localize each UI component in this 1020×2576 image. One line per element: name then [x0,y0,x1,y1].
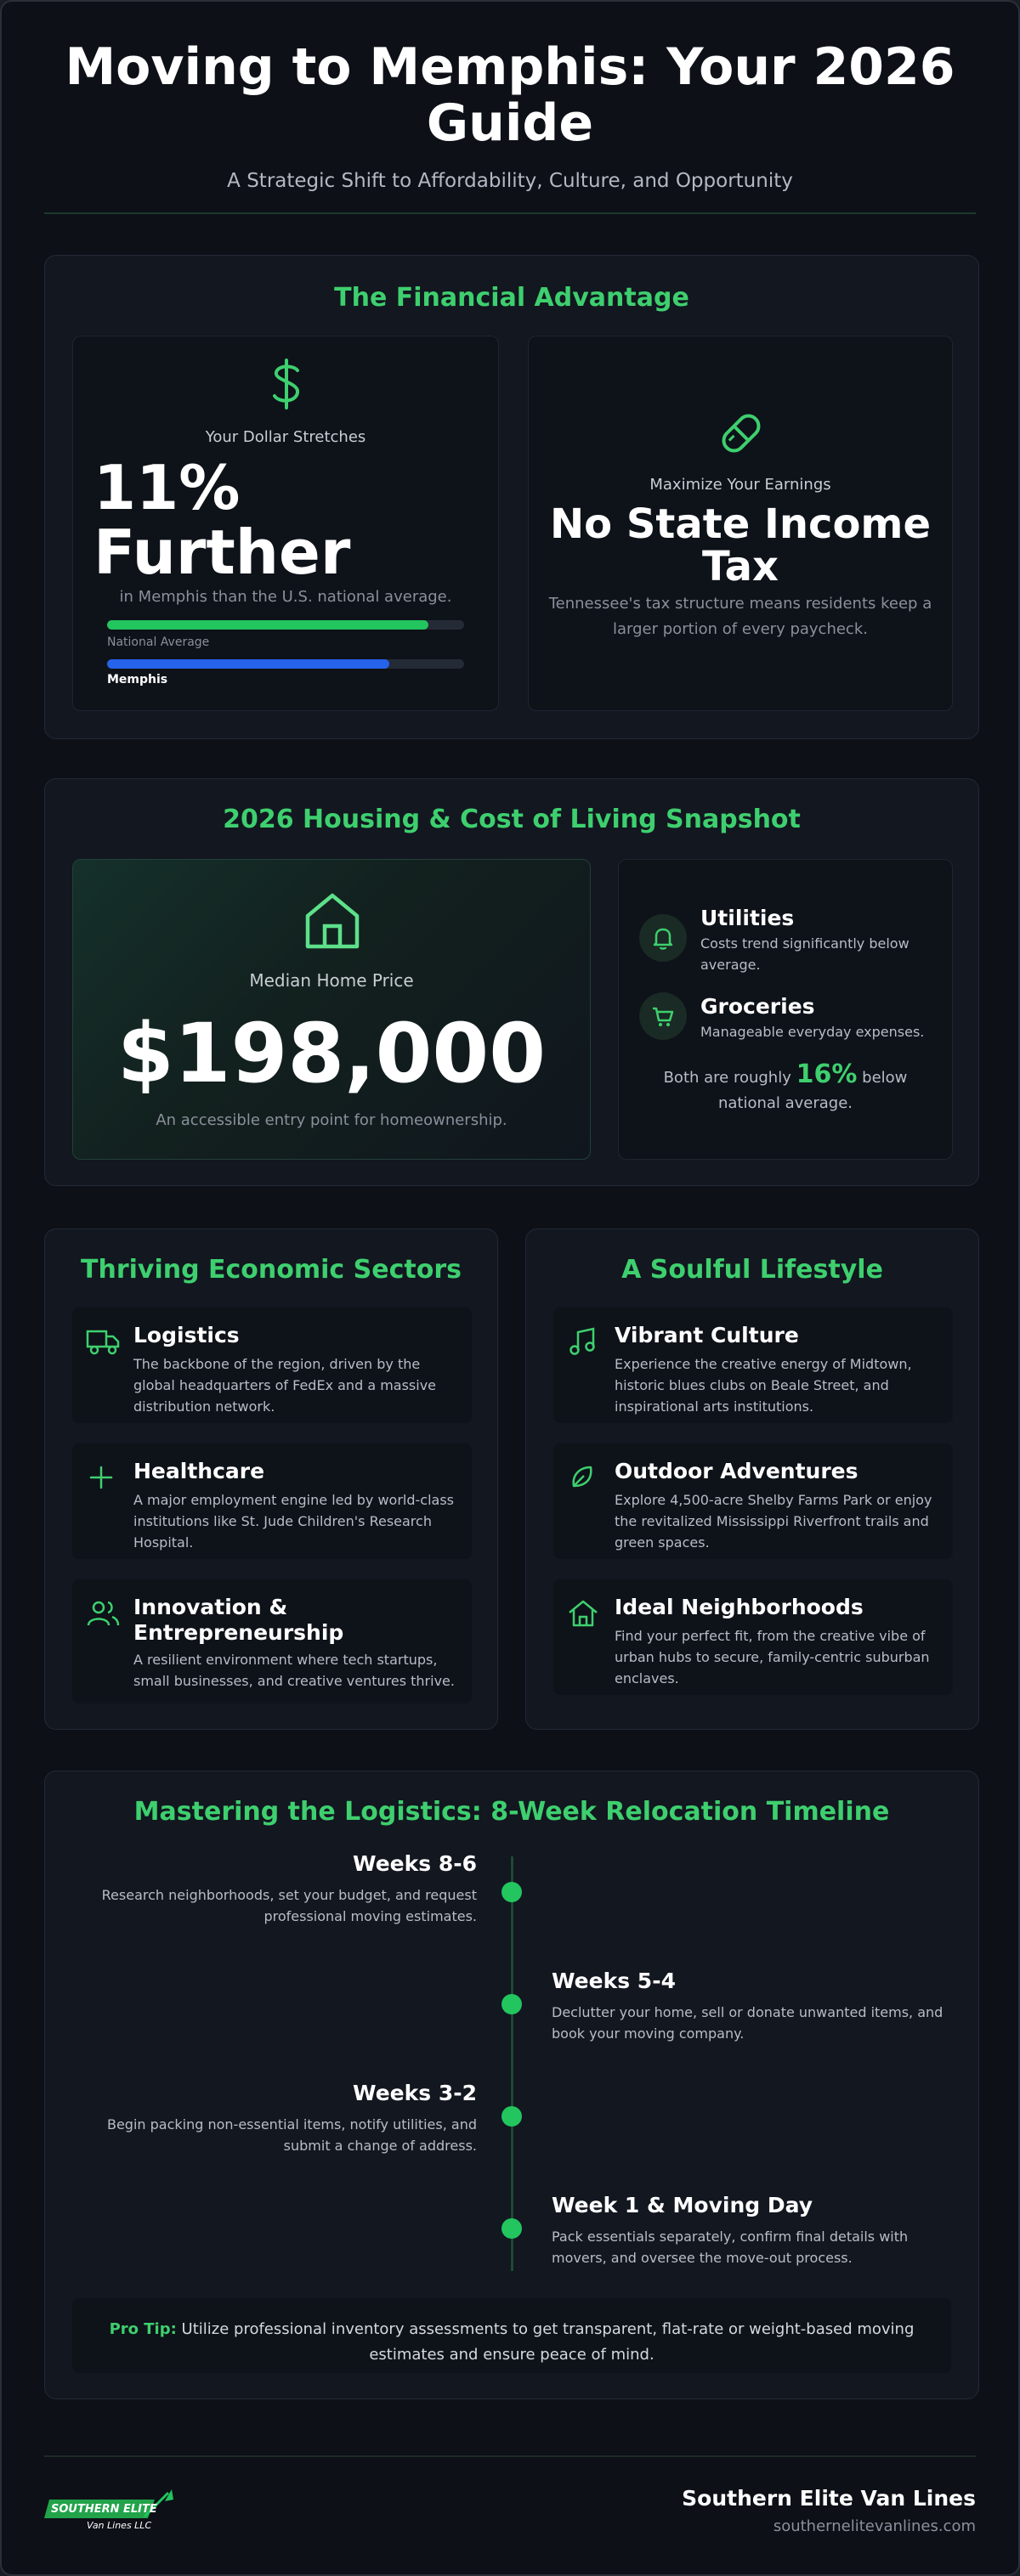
outdoor-text: Explore 4,500-acre Shelby Farms Park or enjoy the revitalized Mississippi Riverfront trails and green spaces. [615,1492,932,1551]
page-title: Moving to Memphis: Your 2026 Guide [65,37,955,153]
step-2-title: Weeks 5-4 [552,1969,676,1993]
home-price-label: Median Home Price [249,970,414,991]
lifestyle-section [525,1229,979,1730]
logo-text: SOUTHERN ELITE [51,2503,157,2516]
dollar-card [72,336,499,711]
tax-label: Maximize Your Earnings [649,476,831,494]
step-1-text: Research neighborhoods, set your budget, and request professional moving estimates. [101,1887,477,1924]
home-price-caption: An accessible entry point for homeownership. [156,1111,507,1129]
plus-icon [86,1462,116,1496]
dollar-big-stat: 11% Further [94,452,351,588]
company-name: Southern Elite Van Lines [682,2486,976,2511]
neighborhoods-title: Ideal Neighborhoods [615,1595,864,1619]
housing-title: 2026 Housing & Cost of Living Snapshot [223,805,801,834]
memphis-label: Memphis [107,673,168,686]
step-4-title: Week 1 & Moving Day [552,2193,813,2217]
pill-icon [714,406,768,460]
timeline-dot [502,2106,522,2127]
healthcare-title: Healthcare [133,1459,265,1483]
company-logo [44,2483,214,2537]
header-divider [44,212,976,214]
bell-icon [639,914,687,962]
step-2-text: Declutter your home, sell or donate unwanted items, and book your moving company. [552,2004,944,2042]
housing-section [44,778,979,1186]
memphis-bar-fill [107,659,389,669]
truck-icon [86,1326,120,1360]
dollar-icon [265,357,308,411]
healthcare-text: A major employment engine led by world-class institutions like St. Jude Children's Research Hospital. [133,1492,454,1551]
innovation-text: A resilient environment where tech startups, small businesses, and creative ventures thrive. [133,1652,455,1689]
footer-company [682,2486,976,2535]
home-icon [567,1598,599,1632]
logo-subtext: Van Lines LLC [87,2520,152,2531]
tax-caption: Tennessee's tax structure means residents keep a larger portion of every paycheck. [548,595,932,638]
utilities-text: Costs trend significantly below average. [700,935,910,973]
page-header [2,2,1018,192]
outdoor-title: Outdoor Adventures [615,1459,858,1483]
leaf-icon [567,1462,598,1496]
lifestyle-title: A Soulful Lifestyle [621,1255,883,1285]
pro-tip-label: Pro Tip: [109,2320,177,2338]
timeline-dot [502,1882,522,1902]
timeline-dot [502,2218,522,2239]
groceries-title: Groceries [700,994,815,1019]
memphis-bar [107,659,464,669]
culture-title: Vibrant Culture [615,1323,799,1347]
timeline-step-3 [79,2081,477,2156]
home-price-card [72,859,591,1160]
timeline-title: Mastering the Logistics: 8-Week Relocation Timeline [133,1797,890,1827]
timeline-section [44,1771,979,2399]
economy-section [44,1229,498,1730]
sector-logistics [72,1308,472,1423]
company-url[interactable]: southernelitevanlines.com [773,2517,976,2535]
tax-big-stat: No State Income Tax [549,500,931,590]
pro-tip-text: Utilize professional inventory assessments to get transparent, flat-rate or weight-based moving estimates and ensure peace of mind. [181,2320,915,2364]
utilities-title: Utilities [700,906,795,930]
timeline-line [511,1856,513,2271]
dollar-label: Your Dollar Stretches [205,428,366,446]
national-average-bar-fill [107,620,428,630]
cost-summary-after: below national average. [717,1069,908,1112]
timeline-step-4 [552,2193,951,2268]
groceries-text: Manageable everyday expenses. [700,1024,925,1040]
footer-divider [44,2455,976,2457]
national-average-label: National Average [107,636,210,649]
logistics-text: The backbone of the region, driven by the global headquarters of FedEx and a massive distribution network. [133,1356,437,1415]
page-subtitle: A Strategic Shift to Affordability, Culture, and Opportunity [227,170,793,192]
logistics-title: Logistics [133,1323,240,1347]
lifestyle-neighborhoods [553,1579,953,1695]
house-icon [303,890,362,952]
pro-tip [72,2298,951,2373]
timeline-step-1 [79,1851,477,1927]
cart-icon [639,992,687,1040]
music-icon [567,1326,598,1360]
timeline-step-2 [552,1969,951,2044]
national-average-bar [107,620,464,630]
step-3-text: Begin packing non-essential items, notify utilities, and submit a change of address. [106,2116,477,2154]
home-price-value: $198,000 [116,1006,547,1101]
users-icon [86,1598,120,1632]
innovation-title: Innovation & Entrepreneurship [133,1595,344,1645]
dollar-caption: in Memphis than the U.S. national average. [119,588,452,606]
financial-section [44,255,979,739]
step-4-text: Pack essentials separately, confirm final details with movers, and oversee the move-out process. [552,2229,909,2266]
cost-summary [653,1059,918,1116]
sector-healthcare [72,1443,472,1559]
step-1-title: Weeks 8-6 [353,1851,477,1876]
sector-innovation [72,1579,472,1703]
timeline-dot [502,1994,522,2014]
economy-title: Thriving Economic Sectors [81,1255,462,1285]
cost-summary-pct: 16% [796,1059,858,1089]
financial-title: The Financial Advantage [334,283,689,313]
culture-text: Experience the creative energy of Midtown, historic blues clubs on Beale Street, and inspirational arts institutions. [615,1356,912,1415]
lifestyle-outdoor [553,1443,953,1559]
cost-card [618,859,953,1160]
lifestyle-culture [553,1308,953,1423]
tax-card [528,336,953,711]
cost-summary-before: Both are roughly [663,1069,791,1087]
step-3-title: Weeks 3-2 [353,2081,477,2105]
neighborhoods-text: Find your perfect fit, from the creative vibe of urban hubs to secure, family-centric suburban enclaves. [615,1628,930,1686]
